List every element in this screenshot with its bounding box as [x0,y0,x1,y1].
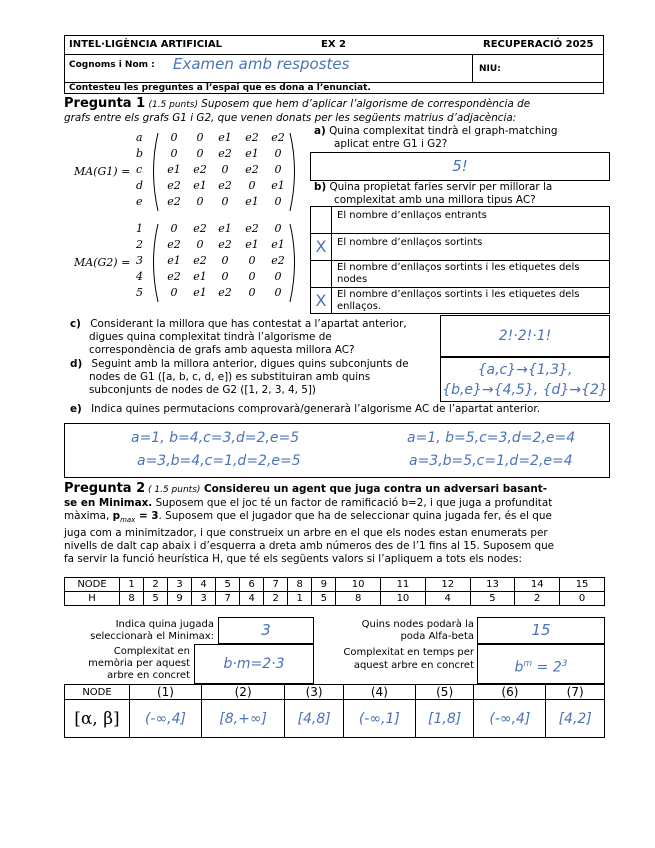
q1e-answer-1: a=1, b=4,c=3,d=2,e=5 [131,430,300,446]
exam-label: EX 2 [321,39,346,50]
right-paren [290,133,295,211]
q1b-options [310,206,610,314]
ma-g1-cell: 0 [248,179,256,192]
ma-g1-cell: e1 [245,147,259,160]
h-value-cell: 3 [192,592,216,606]
q1c-label: c) [70,318,81,330]
ma-g2-cell: e1 [167,254,181,267]
q1e-answer-4: a=3,b=5,c=1,d=2,e=4 [409,453,573,469]
ma-g2-label: MA(G2) = [74,256,131,269]
ma-g2-cell: e1 [245,238,259,251]
ma-g2-row-label: 5 [136,286,143,299]
q1d-text-2: nodes de G1 ([a, b, c, d, e]) es substituiran amb quins [89,371,371,383]
q1b-option-text [337,289,579,313]
node-cell: 1 [120,578,144,592]
ma-g2-cell: 0 [196,238,204,251]
name-label: Cognoms i Nom : [69,60,155,70]
ma-g2-cell: e2 [193,254,207,267]
ma-g1-cell: e2 [167,179,181,192]
q1c-text-2: digues quina complexitat tindrà l’algorisme de [89,331,332,343]
ma-g2-cell: 0 [221,270,229,283]
ma-g2-cell: e2 [167,270,181,283]
ma-g2-row-label: 4 [136,270,143,283]
mem-label-3: arbre en concret [107,670,190,681]
q2-points: ( 1.5 punts) [145,485,201,495]
ma-g1-cell: 0 [170,147,178,160]
ab-value-cell[interactable]: (-∞,4] [474,700,546,738]
ma-g2-cell: 0 [170,222,178,235]
q1d-question [70,358,440,397]
q1-points: (1.5 punts) [148,100,198,110]
h-value-cell: 2 [515,592,560,606]
h-value-cell: 5 [312,592,336,606]
ma-g1-cell: 0 [170,131,178,144]
ma-g2-brackets [136,222,296,304]
q1b-options-border [609,206,610,314]
ab-value-cell[interactable]: [8,+∞] [201,700,284,738]
q1e-text: Indica quines permutacions comprovarà/generarà l’algorisme AC de l’apartat anterior. [91,403,540,415]
ma-g1-cell: 0 [196,131,204,144]
ab-node-header-cell: (3) [285,685,344,700]
ma-g2-cell: e1 [193,286,207,299]
ma-g1-row-label: d [136,179,144,192]
time-label-1: Complexitat en temps per [343,647,474,658]
q2-line-5: nivells de dalt cap abaix i d’esquerra a dreta amb números des de l’1 fins al 15. Suposem que [64,540,555,553]
ab-node-header-cell: (1) [130,685,202,700]
ma-g1-cell: e2 [193,163,207,176]
instructions: Contesteu les preguntes a l’espai que es dona a l’enunciat. [69,83,371,93]
niu-divider [472,54,473,82]
ma-g2-cell: 0 [221,254,229,267]
ab-value-cell[interactable]: (-∞,4] [130,700,202,738]
h-row [65,592,605,606]
poda-answer: 15 [531,621,551,639]
jugada-answer-box[interactable] [218,617,314,644]
q1e-answer-2: a=1, b=5,c=3,d=2,e=4 [407,430,576,446]
left-paren [154,133,159,211]
time-exp-2: 3 [561,659,568,669]
node-cell: 4 [192,578,216,592]
ma-g2-cell: e2 [218,286,232,299]
q1a-answer: 5! [452,157,468,175]
q2-intro [64,482,610,566]
q2-line-3c: . Suposem que el jugador que ha de seleccionar quina jugada fer, és el que [158,510,552,522]
ma-g1-row-label: e [136,195,143,208]
ma-g1-cell: e2 [218,147,232,160]
ma-g1-cell: e1 [218,131,232,144]
node-cell: 11 [381,578,426,592]
ma-g1-cell: 0 [221,163,229,176]
ab-header-row [65,685,605,700]
name-value: Examen amb respostes [173,55,350,73]
q1b-text-1: Quina propietat faries servir per millorar la [329,181,553,193]
session-label: RECUPERACIÓ 2025 [483,39,594,50]
node-cell: 9 [312,578,336,592]
ma-g1-cell: e2 [245,163,259,176]
q2-intro-bold-1: Considereu un agent que juga contra un adversari basant- [200,483,548,495]
time-answer [478,645,604,687]
niu-label: NIU: [479,64,501,74]
ma-g2-cell: 0 [248,270,256,283]
q2-pmax-sub: max [120,516,136,525]
time-answer-box[interactable] [477,644,605,684]
ma-g2-cell: e1 [271,238,285,251]
jugada-label [70,619,214,643]
mem-answer-box[interactable] [194,644,314,684]
node-cell: 15 [560,578,605,592]
ma-g1-row-label: c [136,163,143,176]
q1b-option-checkbox[interactable] [310,261,332,287]
ma-g1-brackets [136,131,296,213]
node-cell: 14 [515,578,560,592]
course-title: INTEL·LIGÈNCIA ARTIFICIAL [69,39,222,50]
q1b-option-line-1: El nombre d’enllaços sortints i les etiquetes dels [337,289,580,300]
ab-value-cell[interactable]: [1,8] [415,700,474,738]
q2-line-3a: màxima, [64,510,113,522]
q2-pmax: p [112,510,121,522]
node-cell: 3 [168,578,192,592]
node-cell: 8 [288,578,312,592]
jugada-label-1: Indica quina jugada [115,619,214,630]
q1b-option[interactable] [310,287,610,314]
h-value-cell: 0 [560,592,605,606]
node-cell: 13 [470,578,515,592]
h-value-cell: 1 [288,592,312,606]
h-value-cell: 5 [470,592,515,606]
q1b-option[interactable] [310,260,610,287]
q1b-option-line-2: nodes [337,274,368,285]
ab-row-label: [α, β] [65,700,130,738]
q1d-answer-box[interactable] [440,357,610,402]
ma-g2-cell: 0 [274,286,282,299]
q1a-answer-box[interactable] [310,152,610,181]
heuristic-table [64,577,605,606]
q2-line-6: fa servir la funció heurística H, que té els següents valors si l’apliquem a tots els nodes: [64,553,522,566]
q1b-option-line-2: enllaços. [337,301,382,312]
mem-answer: b·m=2·3 [223,656,285,672]
q2-line-2: Suposem que el joc té un factor de ramificació b=2, i que juga a profunditat [152,497,553,509]
ab-value-cell[interactable]: [4,8] [285,700,344,738]
ab-node-header-cell: (7) [546,685,605,700]
ab-node-header-cell: (6) [474,685,546,700]
node-cell: 7 [264,578,288,592]
ma-g2-cell: e2 [271,254,285,267]
q1b-option-checkbox[interactable]: X [310,234,332,260]
ma-g1-cell: e2 [271,131,285,144]
ma-g1-matrix [136,131,296,212]
q1d-text-3: subconjunts de nodes de G2 ([1, 2, 3, 4, 5]) [89,384,316,396]
left-paren [154,224,159,302]
h-value-cell: 7 [216,592,240,606]
node-cell: 2 [144,578,168,592]
q1b-option[interactable] [310,206,610,233]
time-exp: m [523,659,533,669]
ma-g2-row-label: 3 [136,254,143,267]
ab-node-header-cell: (4) [343,685,415,700]
ma-g2-matrix [136,222,296,303]
q1b-option-line-1: El nombre d’enllaços sortints [337,237,483,248]
ma-g1-cell: 0 [196,195,204,208]
q1b-option-line-1: El nombre d’enllaços sortints i les etiquetes dels [337,262,580,273]
ma-g1-cell: 0 [274,195,282,208]
q1a-text-2: aplicat entre G1 i G2? [334,138,448,150]
q1b-option-checkbox[interactable]: X [310,288,332,313]
ab-value-cell[interactable]: (-∞,1] [343,700,415,738]
q1c-text-1: Considerant la millora que has contestat a l’apartat anterior, [90,318,407,330]
q1b-option-checkbox[interactable] [310,207,332,233]
h-value-cell: 10 [381,592,426,606]
q1a-label: a) [314,125,326,137]
q1b-option-text [337,237,482,249]
ma-g1-cell: e2 [245,131,259,144]
q1d-label: d) [70,358,83,370]
ma-g2-cell: 0 [274,270,282,283]
ma-g2-row-label: 1 [136,222,143,235]
q2-title: Pregunta 2 [64,481,146,496]
node-cell: 6 [240,578,264,592]
q1-intro [64,97,609,125]
ma-g1-cell: e2 [167,195,181,208]
jugada-answer: 3 [261,621,271,639]
time-eq: = 2 [532,659,562,676]
h-value-cell: 8 [120,592,144,606]
ab-node-header-cell: (2) [201,685,284,700]
q1b-text-2: complexitat amb una millora tipus AC? [334,194,536,206]
alpha-beta-table [64,684,605,738]
q1e-answer-box[interactable] [64,423,610,478]
ma-g2-cell: e1 [218,222,232,235]
ma-g2-cell: e2 [193,222,207,235]
node-row [65,578,605,592]
time-label [318,646,474,672]
ma-g2-cell: 0 [248,254,256,267]
mem-label-2: memòria per aquest [88,658,190,669]
mem-label-1: Complexitat en [113,646,190,657]
ma-g2-cell: 0 [248,286,256,299]
q1b-option-line-1: El nombre d’enllaços entrants [337,210,487,221]
h-header: H [65,592,120,606]
node-cell: 12 [425,578,470,592]
q2-intro-bold-2: se en Minimax. [64,497,153,509]
poda-label [330,619,474,643]
q1-title: Pregunta 1 [64,96,146,111]
ma-g1-cell: e1 [167,163,181,176]
q1d-text-1: Seguint amb la millora anterior, digues quins subconjunts de [91,358,409,370]
q1d-answer-1: {a,c}→{1,3}, [477,362,573,378]
q2-line-4: juga com a minimitzador, i que construeix un arbre en el que els nodes estan enumerats per [64,527,548,540]
ma-g1-row-label: a [136,131,143,144]
ab-node-header-cell: (5) [415,685,474,700]
q2-line-3b: = 3 [135,510,159,522]
h-value-cell: 8 [336,592,381,606]
mem-label [70,646,190,682]
ma-g1-cell: e1 [193,179,207,192]
q1c-question [70,318,440,357]
ma-g2-cell: e1 [193,270,207,283]
ma-g1-cell: 0 [274,147,282,160]
q1c-answer: 2!·2!·1! [498,328,552,344]
node-cell: 5 [216,578,240,592]
poda-label-2: poda Alfa-beta [400,631,474,642]
ma-g2-cell: e2 [218,238,232,251]
ma-g1-cell: 0 [221,195,229,208]
time-label-2: aquest arbre en concret [353,660,474,671]
node-cell: 10 [336,578,381,592]
ma-g2-cell: e2 [167,238,181,251]
q1a-question [314,125,610,151]
q1b-option[interactable] [310,233,610,260]
q1e-label: e) [70,403,82,415]
time-base: b [514,659,524,676]
q1b-label: b) [314,181,327,193]
h-value-cell: 2 [264,592,288,606]
q1e-question [70,403,610,416]
q1c-text-3: correspondència de grafs amb aquesta millora AC? [89,344,355,356]
ma-g2-cell: 0 [274,222,282,235]
h-value-cell: 4 [240,592,264,606]
poda-label-1: Quins nodes podarà la [361,619,474,630]
h-value-cell: 4 [425,592,470,606]
ab-node-header: NODE [65,685,130,700]
right-paren [290,224,295,302]
q1a-text-1: Quina complexitat tindrà el graph-matching [329,125,558,137]
ma-g2-row-label: 2 [136,238,143,251]
ab-value-row [65,700,605,738]
ma-g2-cell: e2 [245,222,259,235]
ma-g1-cell: e1 [245,195,259,208]
poda-answer-box[interactable] [477,617,605,644]
h-value-cell: 5 [144,592,168,606]
h-value-cell: 9 [168,592,192,606]
exam-header [64,35,604,94]
q1b-option-text [337,262,579,286]
ma-g2-cell: 0 [170,286,178,299]
node-header: NODE [65,578,120,592]
q1e-answer-3: a=3,b=4,c=1,d=2,e=5 [137,453,301,469]
ma-g1-cell: 0 [196,147,204,160]
ma-g1-cell: e2 [218,179,232,192]
q1-intro-a: Suposem que hem d’aplicar l’algorisme de correspondència de [198,98,531,110]
jugada-label-2: seleccionarà el Minimax: [90,631,214,642]
ma-g1-label: MA(G1) = [74,165,131,178]
q1b-option-text [337,210,487,222]
ab-value-cell[interactable]: [4,2] [546,700,605,738]
q1b-question [314,181,610,207]
q1-intro-b: grafs entre els grafs G1 i G2, que venen donats per les següents matrius d’adjacència: [64,112,517,124]
q1c-answer-box[interactable] [440,315,610,357]
q1d-answer-2: {b,e}→{4,5}, {d}→{2} [442,382,608,398]
ma-g1-cell: e1 [271,179,285,192]
ma-g1-row-label: b [136,147,144,160]
ma-g1-cell: 0 [274,163,282,176]
